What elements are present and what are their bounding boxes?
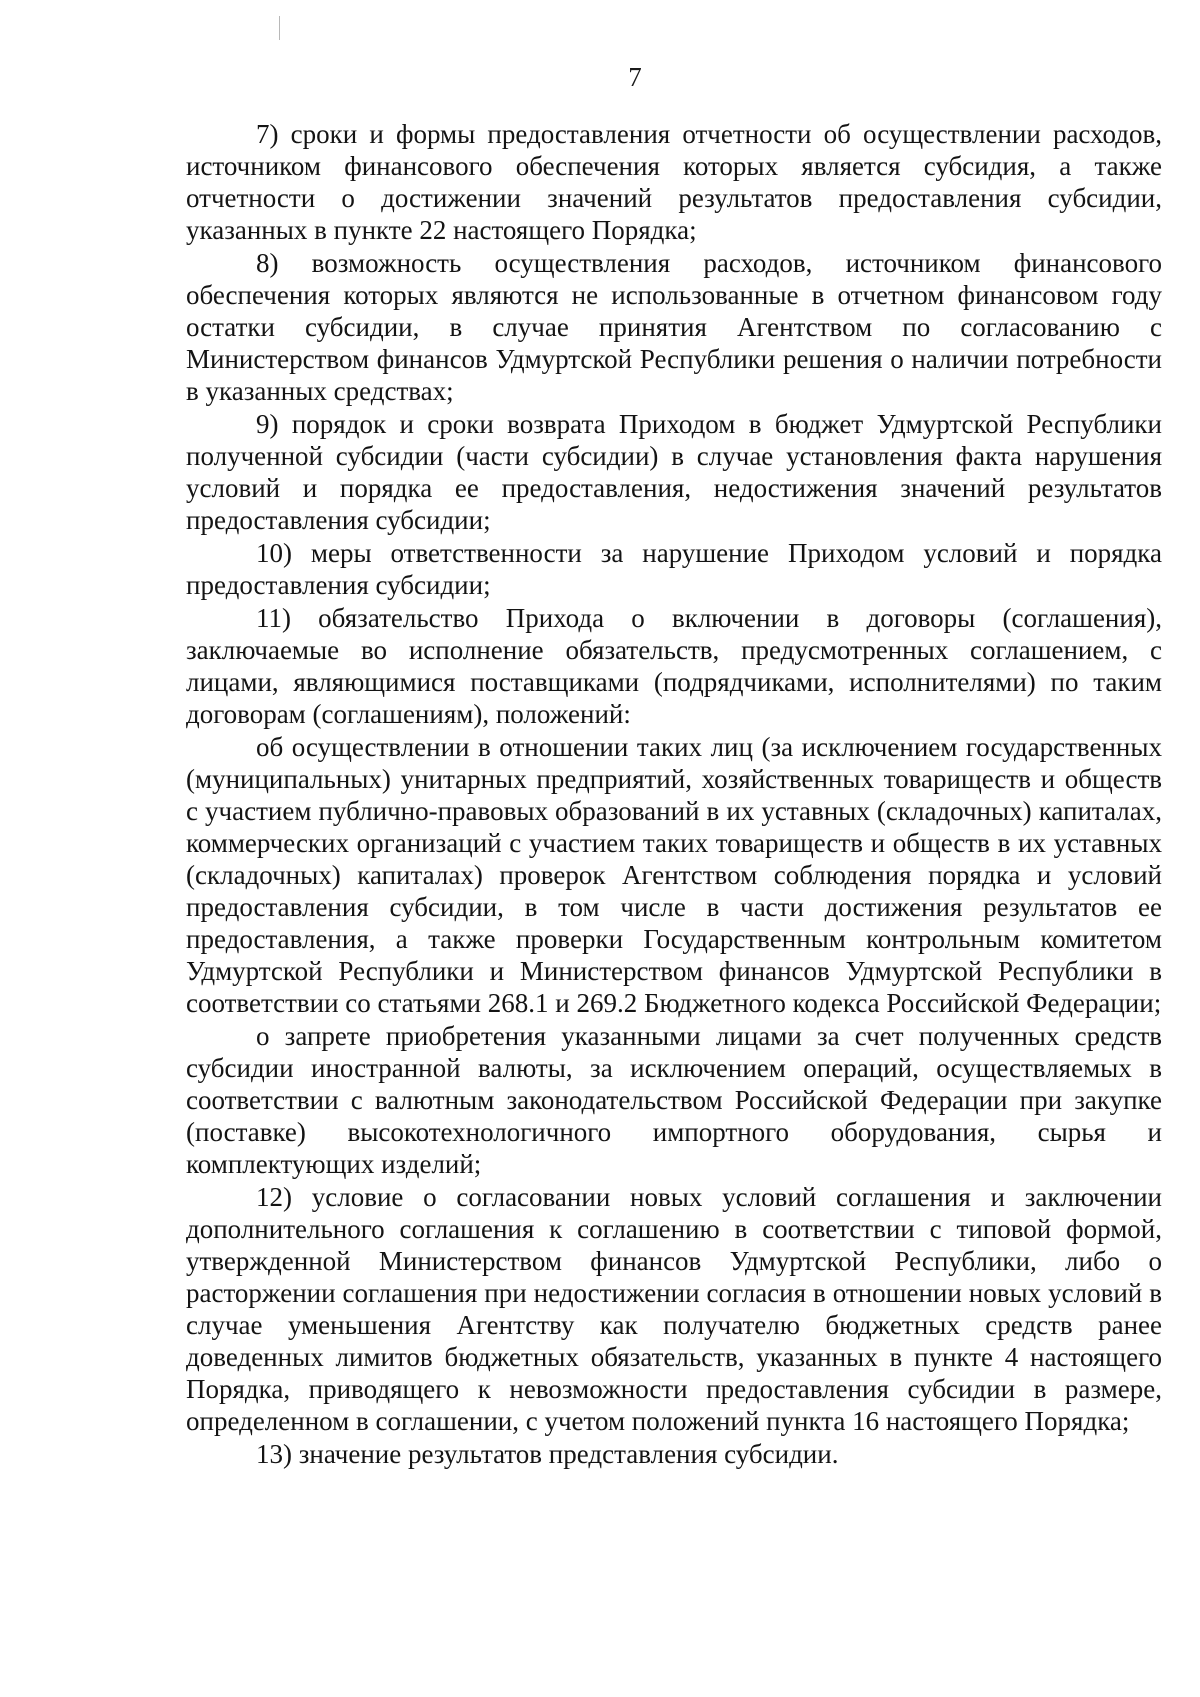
paragraph-item-13: 13) значение результатов представления субсидии. (256, 1439, 839, 1469)
paragraph-item-11-currency: о запрете приобретения указанными лицами за счет полученных средств субсидии иностранной валюты, за исключением операций, осуществляемых в соответствии с валютным законодательством Российской Федерации при закупке (поставке) высокотехнологичного импортного оборудования, сырья и комплектующих изделий; (186, 1021, 1162, 1179)
paragraph-item-12: 12) условие о согласовании новых условий соглашения и заключении дополнительного соглашения к соглашению в соответствии с типовой формой, утвержденной Министерством финансов Удмуртской Республики, либо о расторжении соглашения при недостижении согласия в отношении новых условий в случае уменьшения Агентству как получателю бюджетных средств ранее доведенных лимитов бюджетных обязательств, указанных в пункте 4 настоящего Порядка, приводящего к невозможности предоставления субсидии в размере, определенном в соглашении, с учетом положений пункта 16 настоящего Порядка; (186, 1182, 1162, 1436)
paragraph-item-11: 11) обязательство Прихода о включении в договоры (соглашения), заключаемые во исполнение обязательств, предусмотренных соглашением, с лицами, являющимися поставщиками (подрядчиками, исполнителями) по таким договорам (соглашениям), положений: (186, 603, 1162, 729)
paragraph-item-11-inspection: об осуществлении в отношении таких лиц (за исключением государственных (муниципальных) унитарных предприятий, хозяйственных товариществ и обществ с участием публично-правовых образований в их уставных (складочных) капиталах, коммерческих организаций с участием таких товариществ и обществ в их уставных (складочных) капиталах) проверок Агентством соблюдения порядка и условий предоставления субсидии, в том числе в части достижения результатов ее предоставления, а также проверки Государственным контрольным комитетом Удмуртской Республики и Министерством финансов Удмуртской Республики в соответствии со статьями 268.1 и 269.2 Бюджетного кодекса Российской Федерации; (186, 732, 1162, 1018)
scan-artifact (279, 16, 280, 40)
document-body (186, 118, 1162, 1471)
paragraph-item-10: 10) меры ответственности за нарушение Приходом условий и порядка предоставления субсидии; (186, 538, 1162, 600)
page-number: 7 (628, 62, 642, 92)
paragraph-item-8: 8) возможность осуществления расходов, источником финансового обеспечения которых являются не использованные в отчетном финансовом году остатки субсидии, в случае принятия Агентством по согласованию с Министерством финансов Удмуртской Республики решения о наличии потребности в указанных средствах; (186, 248, 1162, 406)
paragraph-item-7: 7) сроки и формы предоставления отчетности об осуществлении расходов, источником финансового обеспечения которых является субсидия, а также отчетности о достижении значений результатов предоставления субсидии, указанных в пункте 22 настоящего Порядка; (186, 119, 1162, 245)
paragraph-item-9: 9) порядок и сроки возврата Приходом в бюджет Удмуртской Республики полученной субсидии (части субсидии) в случае установления факта нарушения условий и порядка ее предоставления, недостижения значений результатов предоставления субсидии; (186, 409, 1162, 535)
